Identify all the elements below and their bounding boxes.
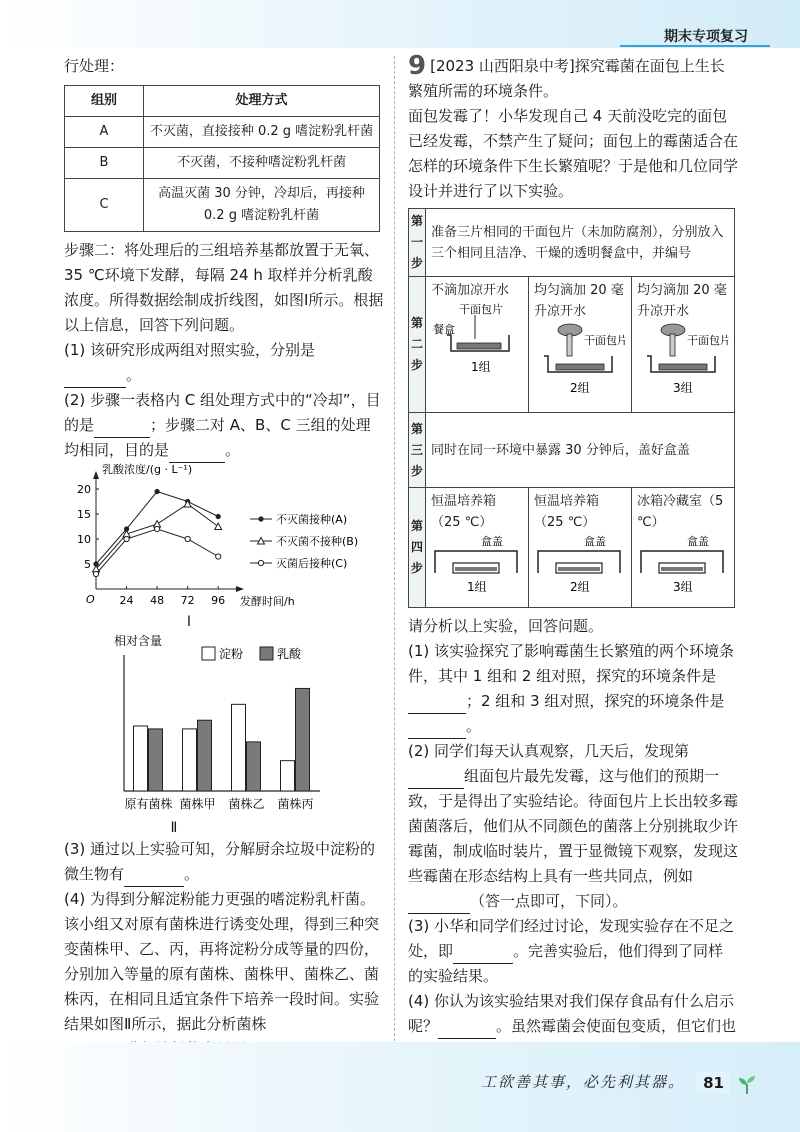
x-tick-label: 48	[150, 594, 165, 607]
group-label: 3组	[673, 580, 693, 594]
legend-label: 淀粉	[219, 647, 244, 661]
data-point	[154, 526, 159, 531]
step1-text: 准备三片相同的干面包片（未加防腐剂），分别放入三个相同且洁净、干燥的透明餐盒中，并编号	[426, 209, 735, 277]
y-tick-label: 20	[77, 483, 91, 496]
legend-label: 乳酸	[277, 647, 302, 661]
answer-blank[interactable]	[169, 444, 225, 463]
sprout-icon	[736, 1074, 758, 1096]
step2-cell-text: 不滴加凉开水	[431, 283, 510, 298]
question-text: (2) 步骤一表格内 C 组处理方式中的“冷却”，目的是	[64, 391, 381, 434]
experiment-table	[408, 208, 735, 608]
fridge-illustration	[637, 533, 729, 597]
analysis-prompt: 请分析以上实验，回答问题。	[408, 617, 604, 635]
question-text: 。完善实验后，他们得到了同样的实验结果。	[408, 942, 724, 985]
table-cell-group: B	[65, 148, 144, 179]
table-cell-method: 不灭菌，直接接种 0.2 g 嗜淀粉乳杆菌	[144, 117, 380, 148]
bar	[296, 688, 310, 791]
x-tick-label: 24	[119, 594, 134, 607]
y-axis-label: 乳酸浓度/(g · L⁻¹)	[102, 463, 193, 476]
bread-label: 干面包片	[584, 334, 627, 347]
table-row	[409, 209, 735, 277]
question-text: (1) 该研究形成两组对照实验，分别是	[64, 341, 316, 359]
answer-blank[interactable]	[94, 419, 150, 438]
bar	[134, 726, 148, 791]
legend-label: 不灭菌接种(A)	[276, 513, 348, 526]
step2-cell-text: 均匀滴加 20 毫升凉开水	[534, 283, 624, 319]
question-1	[408, 639, 738, 739]
right-column	[408, 51, 739, 1064]
question-end: 。	[466, 717, 482, 735]
group-label: 1组	[467, 580, 487, 594]
line-chart	[64, 463, 380, 613]
left-column	[64, 48, 384, 1062]
data-point	[154, 489, 159, 494]
table-cell-method: 不灭菌，不接种嗜淀粉乳杆菌	[144, 148, 380, 179]
bar	[232, 704, 246, 791]
question-text: ；步骤二对 A、B、C 三组的处理均相同，目的是	[64, 416, 371, 459]
data-point	[216, 514, 221, 519]
step3-text: 同时在同一环境中暴露 30 分钟后，盖好盒盖	[426, 413, 735, 488]
step4-cell	[529, 488, 632, 608]
page-number: 81	[697, 1072, 730, 1094]
question-text: (2) 同学们每天认真观察，几天后，发现第	[408, 742, 690, 760]
step2-cell	[426, 277, 529, 413]
legend-label: 灭菌后接种(C)	[276, 557, 348, 570]
question-text: (4) 为得到分解淀粉能力更强的嗜淀粉乳杆菌。该小组又对原有菌株进行诱变处理，得到三种突变菌株甲、乙、丙，再将淀粉分成等量的四份，分别加入等量的原有菌株、菌株甲、菌株乙、菌株丙，在相同且适宜条件下培养一段时间。实验结果如图Ⅱ所示，据此分析菌株	[64, 890, 380, 1033]
lid-label: 盒盖	[481, 535, 504, 548]
question-intro: 面包发霉了！小华发现自己 4 天前没吃完的面包已经发霉，不禁产生了疑问；面包上的霉菌适合在怎样的环境条件下生长繁殖呢？于是他和几位同学设计并进行了以下实验。	[408, 107, 739, 200]
data-point	[185, 536, 190, 541]
question-9-title	[408, 51, 738, 104]
group-label: 3组	[673, 381, 693, 395]
table-cell-group: A	[65, 117, 144, 148]
legend-marker	[258, 560, 263, 565]
incubator-illustration	[431, 533, 523, 597]
group-label: 2组	[570, 580, 590, 594]
bread-label: 干面包片	[459, 303, 504, 316]
header-band	[0, 0, 800, 48]
question-3	[408, 914, 738, 989]
table-header-group: 组别	[65, 86, 144, 117]
question-source: [2023 山西阳泉中考]	[430, 57, 575, 75]
step-label: 第一步	[409, 209, 426, 277]
question-1	[64, 338, 384, 388]
question-text: (1) 该实验探究了影响霉菌生长繁殖的两个环境条件，其中 1 组和 2 组对照，探究的环境条件是	[408, 642, 735, 685]
header-title: 期末专项复习	[664, 29, 748, 45]
question-2	[64, 388, 384, 463]
question-text: 。虽然霉菌会使面包变质，但它们也	[496, 1017, 737, 1035]
bar	[198, 720, 212, 791]
step4-cell	[426, 488, 529, 608]
data-point	[215, 523, 222, 530]
header-underline	[620, 45, 770, 47]
answer-blank[interactable]	[408, 695, 466, 714]
answer-blank[interactable]	[453, 945, 513, 964]
bar	[247, 742, 261, 791]
question-text: (4) 你认为该实验结果对我们保存食品有什么启示呢？	[408, 992, 735, 1035]
step2-text: 步骤二：将处理后的三组培养基都放置于无氧、35 ℃环境下发酵，每隔 24 h 取样并分析乳酸浓度。所得数据绘制成折线图，如图Ⅰ所示。根据以上信息，回答下列问题。	[64, 241, 384, 334]
question-text: 组面包片最先发霉，这与他们的预期一致，于是得出了实验结论。待面包片上长出较多霉菌菌落后，他们从不同颜色的菌落上分别挑取少许霉菌，制成临时装片，置于显微镜下观察，发现这些霉菌在形态结构上具有一些共同点，例如	[408, 767, 739, 885]
y-tick-label: 15	[77, 508, 91, 521]
x-tick-label: 96	[211, 594, 226, 607]
x-axis-arrow	[236, 586, 244, 592]
lid-label: 盒盖	[687, 535, 710, 548]
question-3	[64, 837, 384, 887]
legend-label: 不灭菌不接种(B)	[276, 535, 359, 548]
step4-cell	[632, 488, 735, 608]
x-tick-label: 菌株乙	[228, 797, 265, 811]
question-text: ；2 组和 3 组对照，探究的环境条件是	[466, 692, 725, 710]
question-number: 9	[408, 51, 427, 81]
step2-cell	[632, 277, 735, 413]
question-end: 。	[225, 441, 241, 459]
series-line	[96, 504, 218, 569]
y-axis-label: 相对含量	[114, 634, 163, 648]
x-tick-label: 菌株甲	[179, 797, 216, 811]
question-text: （答一点即可，下同）。	[470, 892, 628, 910]
step4-cell-text: 冰箱冷藏室（5 ℃）	[637, 494, 724, 530]
table-row	[409, 413, 735, 488]
series-line	[96, 529, 218, 574]
table-cell-group: C	[65, 179, 144, 232]
table-row	[65, 117, 380, 148]
question-title: 探究霉菌在面包上生长繁殖所需的环境条件。	[408, 57, 725, 100]
legend-swatch	[202, 647, 215, 660]
question-2	[408, 739, 738, 914]
step-label: 第三步	[409, 413, 426, 488]
answer-blank[interactable]	[408, 895, 470, 914]
method-line: 0.2 g 嗜淀粉乳杆菌	[203, 208, 320, 223]
chart2-caption: Ⅱ	[170, 820, 178, 836]
question-end: 。	[184, 865, 200, 883]
table-row	[65, 148, 380, 179]
x-tick-label: 原有菌株	[124, 797, 173, 811]
bar	[149, 729, 163, 791]
footer-motto: 工欲善其事，必先利其器。	[480, 1073, 685, 1091]
x-tick-label: 菌株丙	[277, 797, 314, 811]
table-header-method: 处理方式	[144, 86, 380, 117]
legend-marker	[258, 516, 263, 521]
footer-band	[0, 1042, 800, 1132]
treatment-table	[64, 85, 380, 232]
answer-blank[interactable]	[438, 1020, 496, 1039]
question-end: 。	[126, 366, 142, 384]
lunchbox-illustration	[431, 301, 523, 381]
intro-text: 行处理：	[64, 57, 125, 75]
question-text: (3) 通过以上实验可知，分解厨余垃圾中淀粉的微生物有	[64, 840, 376, 883]
table-row	[409, 277, 735, 413]
group-label: 1组	[471, 360, 491, 374]
question-text: (3) 小华和同学们经过讨论，发现实验存在不足之处，即	[408, 917, 735, 960]
lid-label: 盒盖	[584, 535, 607, 548]
chart1-caption: Ⅰ	[186, 614, 192, 630]
data-point	[216, 554, 221, 559]
group-label: 2组	[570, 381, 590, 395]
bar-chart	[64, 631, 380, 819]
step4-cell-text: 恒温培养箱（25 ℃）	[431, 494, 497, 530]
answer-blank[interactable]	[124, 868, 184, 887]
data-point	[124, 536, 129, 541]
question-4	[64, 887, 384, 1062]
y-tick-label: 5	[84, 558, 91, 571]
method-line: 高温灭菌 30 分钟，冷却后，再接种	[158, 186, 365, 201]
y-axis-arrow	[93, 471, 99, 479]
origin-label: O	[86, 593, 95, 606]
table-cell-method	[144, 179, 380, 232]
bar	[281, 761, 295, 791]
table-row	[65, 179, 380, 232]
step2-cell-text: 均匀滴加 20 毫升凉开水	[637, 283, 727, 319]
step4-cell-text: 恒温培养箱（25 ℃）	[534, 494, 600, 530]
step2-cell	[529, 277, 632, 413]
x-axis-label: 发酵时间/h	[240, 595, 295, 608]
bar	[183, 729, 197, 791]
incubator-illustration	[534, 533, 626, 597]
answer-blank[interactable]	[408, 720, 466, 739]
step-label: 第二步	[409, 277, 426, 413]
data-point	[93, 571, 98, 576]
legend-swatch	[260, 647, 273, 660]
step-label: 第四步	[409, 488, 426, 608]
answer-blank[interactable]	[64, 369, 126, 388]
table-row	[409, 488, 735, 608]
dropper-illustration	[637, 322, 729, 402]
answer-blank[interactable]	[408, 770, 464, 789]
x-tick-label: 72	[180, 594, 195, 607]
dropper-illustration	[534, 322, 626, 402]
table-header-row	[65, 86, 380, 117]
bread-label: 干面包片	[687, 334, 730, 347]
y-tick-label: 10	[77, 533, 91, 546]
box-label: 餐盒	[433, 323, 456, 336]
column-divider	[394, 56, 396, 1056]
